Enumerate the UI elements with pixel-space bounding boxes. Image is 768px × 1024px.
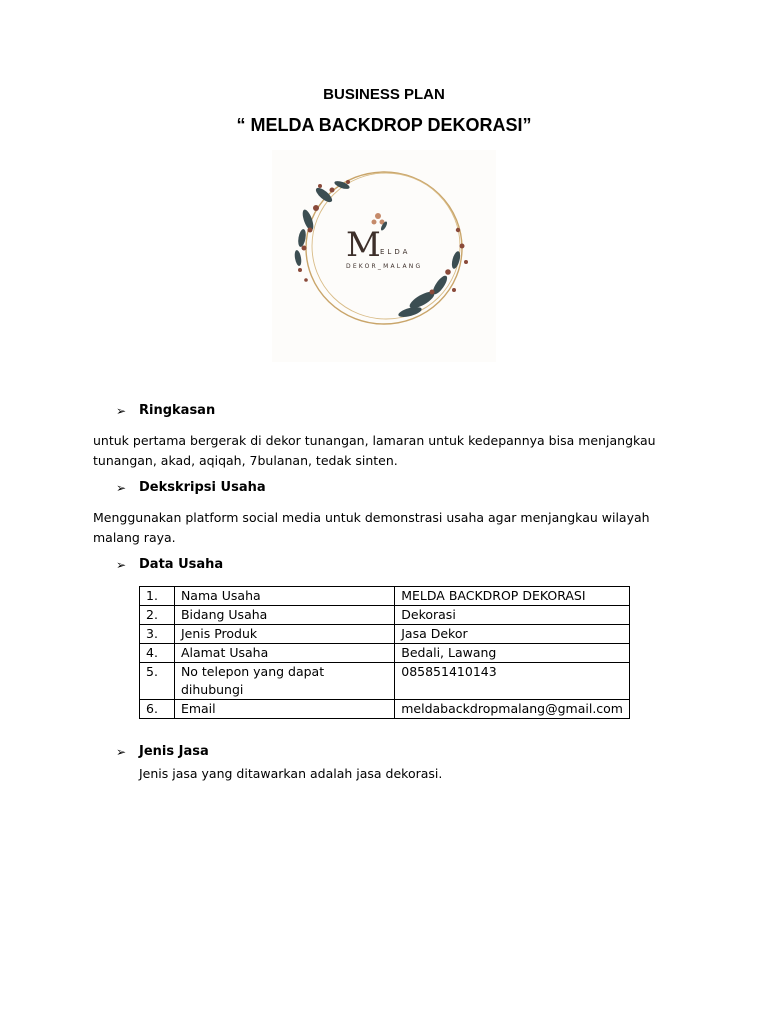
logo-wreath-icon bbox=[272, 150, 496, 362]
row-number: 5. bbox=[140, 663, 175, 700]
table-row bbox=[140, 663, 630, 700]
heading-label: Ringkasan bbox=[139, 403, 216, 418]
row-label: Jenis Produk bbox=[174, 625, 394, 644]
paragraph-line: tunangan, akad, aqiqah, 7bulanan, tedak sinten. bbox=[93, 453, 398, 468]
table-row bbox=[140, 625, 630, 644]
heading-label: Data Usaha bbox=[139, 557, 224, 572]
row-label: No telepon yang dapat dihubungi bbox=[174, 663, 394, 700]
business-data-table bbox=[139, 586, 630, 719]
logo-monogram: M bbox=[346, 225, 381, 265]
paragraph-ringkasan bbox=[93, 431, 693, 471]
logo-name: ELDA bbox=[380, 248, 411, 256]
row-value: MELDA BACKDROP DEKORASI bbox=[395, 587, 630, 606]
row-value: Bedali, Lawang bbox=[395, 644, 630, 663]
row-label: Bidang Usaha bbox=[174, 606, 394, 625]
table-row bbox=[140, 606, 630, 625]
table-row bbox=[140, 700, 630, 719]
row-number: 1. bbox=[140, 587, 175, 606]
paragraph-deskripsi bbox=[93, 508, 693, 548]
paragraph-line: untuk pertama bergerak di dekor tunangan, lamaran untuk kedepannya bisa menjangkau bbox=[93, 433, 656, 448]
paragraph-jenis-jasa: Jenis jasa yang ditawarkan adalah jasa dekorasi. bbox=[139, 766, 443, 781]
section-heading-jenis-jasa bbox=[116, 744, 209, 759]
heading-label: Jenis Jasa bbox=[139, 744, 209, 759]
row-label: Alamat Usaha bbox=[174, 644, 394, 663]
row-number: 4. bbox=[140, 644, 175, 663]
section-heading-ringkasan bbox=[116, 403, 215, 418]
arrow-bullet-icon: ➢ bbox=[116, 480, 127, 495]
row-label: Email bbox=[174, 700, 394, 719]
arrow-bullet-icon: ➢ bbox=[116, 557, 127, 572]
table-row bbox=[140, 644, 630, 663]
paragraph-line: Menggunakan platform social media untuk demonstrasi usaha agar menjangkau wilayah bbox=[93, 510, 650, 525]
row-number: 3. bbox=[140, 625, 175, 644]
heading-label: Dekskripsi Usaha bbox=[139, 480, 266, 495]
business-name-title: “ MELDA BACKDROP DEKORASI” bbox=[236, 115, 532, 135]
section-heading-deskripsi bbox=[116, 480, 266, 495]
paragraph-line: malang raya. bbox=[93, 530, 176, 545]
row-value: 085851410143 bbox=[395, 663, 630, 700]
row-value: Jasa Dekor bbox=[395, 625, 630, 644]
table-row bbox=[140, 587, 630, 606]
row-number: 6. bbox=[140, 700, 175, 719]
section-heading-data-usaha bbox=[116, 557, 223, 572]
logo-subtitle: DEKOR_MALANG bbox=[346, 263, 423, 270]
document-title: BUSINESS PLAN bbox=[323, 86, 445, 103]
arrow-bullet-icon: ➢ bbox=[116, 744, 127, 759]
row-number: 2. bbox=[140, 606, 175, 625]
row-label: Nama Usaha bbox=[174, 587, 394, 606]
row-value: Dekorasi bbox=[395, 606, 630, 625]
business-logo bbox=[272, 150, 496, 362]
row-value: meldabackdropmalang@gmail.com bbox=[395, 700, 630, 719]
arrow-bullet-icon: ➢ bbox=[116, 403, 127, 418]
